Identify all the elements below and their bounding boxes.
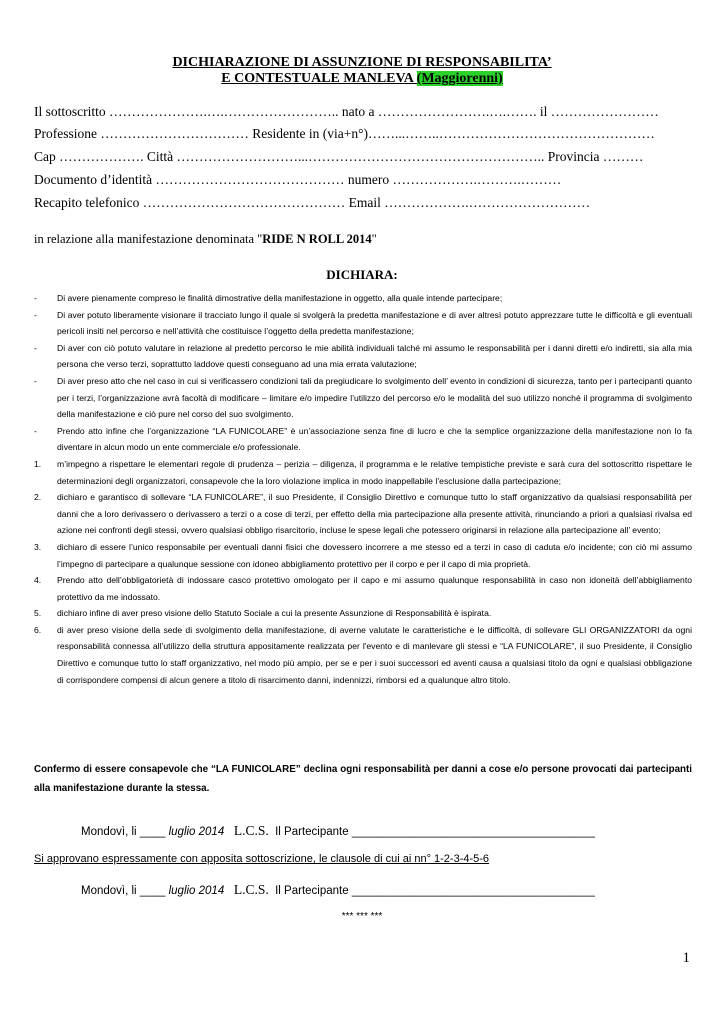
event-name: RIDE N ROLL 2014 <box>262 232 372 246</box>
field-line-document: Documento d’identità …………………………………… numero ……………….……….……… <box>34 172 562 187</box>
list-marker: 1. <box>34 458 42 469</box>
title-line-2 <box>0 71 724 87</box>
list-item <box>34 622 692 688</box>
field-line-address: Cap ………………. Città ………………………...…………………………………………….. Provincia ……… <box>34 149 644 164</box>
field-line-contact: Recapito telefonico ……………………………………… Email ……………….……………………… <box>34 195 591 210</box>
declaration-list <box>34 290 692 688</box>
title-highlight: (Maggiorenni) <box>416 71 503 86</box>
field-line-profession: Professione …………………………… Residente in (via+n°)……...……..………………………………………… <box>34 126 655 141</box>
signature-participant: Il Partecipante ______________________________________ <box>275 885 595 897</box>
signature-line-1 <box>81 823 595 839</box>
signature-participant: Il Partecipante ______________________________________ <box>275 826 595 838</box>
dichiara-heading: DICHIARA: <box>326 267 398 282</box>
title-line-2-main: E CONTESTUALE MANLEVA <box>221 71 417 86</box>
list-item <box>34 307 692 340</box>
list-marker: - <box>34 375 37 386</box>
end-stars: *** *** *** <box>341 911 383 922</box>
list-marker: 4. <box>34 575 42 586</box>
list-item <box>34 423 692 456</box>
list-marker: 3. <box>34 541 42 552</box>
event-line <box>34 232 377 247</box>
list-item-text: di aver preso visione della sede di svolgimento della manifestazione, di averne valutate le caratteristiche e le difficoltà, di sollevare GLI ORGANIZZATORI da ogni responsabilità connessa all’utilizzo della struttura appositamente realizzata per l'evento e di manlevare gli stessi e “LA FUNICOLARE”, il suo Presidente, il Consiglio Direttivo e comunque tutto lo staff organizzativo, nel modo più ampio, per se e per i suoi successori ed aventi causa a qualsiasi titolo da ogni e qualsiasi obbligazione di corrispondere compensi di alcun genere a titolo di risarcimento danni, indennizzi, rimborsi ed a qualunque altro titolo. <box>57 624 692 685</box>
list-item-text: dichiaro infine di aver preso visione dello Statuto Sociale a cui la presente Assunzione di Responsabilità è ispirata. <box>57 608 492 619</box>
list-item <box>34 340 692 373</box>
list-item-text: Di avere pienamente compreso le finalità dimostrative della manifestazione in oggetto, alla quale intende partecipare; <box>57 293 503 303</box>
list-item-text: m’impegno a rispettare le elementari regole di prudenza – perizia – diligenza, il programma e le relative tempistiche previste e sarà cura del sottoscritto rispettare le determinazioni degli organizzatori, consapevole che la loro violazione implica in modo inappellabile l’esclusione dalla partecipazione; <box>57 458 692 486</box>
list-item-text: Di aver con ciò potuto valutare in relazione al predetto percorso le mie abilità individuali talché mi assumo le responsabilità per i danni diretti e/o indiretti, sia alla mia persona che verso terzi, soprattutto laddove questi conseguano ad una mia errata valutazione; <box>57 342 692 370</box>
list-marker: 5. <box>34 608 42 619</box>
signature-place: Mondovì, li ____ <box>81 885 169 897</box>
list-item <box>34 290 692 307</box>
list-item <box>34 373 692 423</box>
list-item-text: dichiaro di essere l’unico responsabile per eventuali danni fisici che dovessero incorrere a me stesso ed a terzi in caso di caduta e/o incidente; con ciò mi assumo l’impegno di partecipare a qualunque sessione con idoneo abbigliamento protettivo per il corpo e per il capo di mia proprietà. <box>57 541 692 569</box>
list-marker: - <box>34 425 37 436</box>
list-item-text: dichiaro e garantisco di sollevare “LA FUNICOLARE”, il suo Presidente, il Consiglio Direttivo e comunque tutto lo staff organizzativo da qualsiasi responsabilità per danni che a loro derivassero o derivassero a terzi o a cose di terzi, per effetto della mia partecipazione alla presente attività, rinunciando a priori a qualsiasi rivalsa ed azione nei confronti degli stessi, ovvero qualsiasi obbligo risarcitorio, incluse le spese legali che potessero originarsi in relazione alla partecipazione all’ evento; <box>57 492 692 536</box>
list-marker: 2. <box>34 492 42 503</box>
list-item <box>34 572 692 605</box>
event-prefix: in relazione alla manifestazione denominata " <box>34 232 263 246</box>
signature-line-2 <box>81 882 595 898</box>
list-marker: - <box>34 293 37 303</box>
confirmation-statement: Confermo di essere consapevole che “LA FUNICOLARE” declina ogni responsabilità per danni a cose e/o persone provocati dai partecipanti alla manifestazione durante la stessa. <box>34 764 692 794</box>
list-marker: 6. <box>34 624 42 635</box>
list-item-text: Prendo atto dell’obbligatorietà di indossare casco protettivo omologato per il capo e mi assumo qualunque responsabilità in caso non idoneità dell’abbigliamento protettivo da me indossato. <box>57 575 692 602</box>
page-number: 1 <box>682 950 690 966</box>
event-suffix: " <box>371 232 377 246</box>
document-title <box>0 55 724 87</box>
signature-date: luglio 2014 <box>168 826 225 838</box>
list-marker: - <box>34 342 37 353</box>
list-item <box>34 489 692 539</box>
list-item-text: Di aver preso atto che nel caso in cui si verificassero condizioni tali da pregiudicare lo svolgimento dell’ evento in condizioni di sicurezza, tanto per i partecipanti quanto per i terzi, l’organizzazione avrà facoltà di modificare – limitare e/o impedire l’utilizzo del percorso e/o le modalità del suo utilizzo nonché il programma di svolgimento della manifestazione e ciò pure nel corso del suo svolgimento. <box>57 375 692 420</box>
list-item <box>34 605 692 622</box>
signature-lcs: L.C.S. <box>233 882 269 897</box>
list-item-text: Di aver potuto liberamente visionare il tracciato lungo il quale si svolgerà la predetta manifestazione e di aver altresì potuto apprezzare tutte le difficoltà e gli eventuali pericoli insiti nel percorso e nell’attività che costituisce l’oggetto della predetta manifestazione; <box>57 309 692 337</box>
list-item <box>34 539 692 572</box>
list-item-text: Prendo atto infine che l’organizzazione “LA FUNICOLARE” è un’associazione senza fine di lucro e che la semplice organizzazione della manifestazione non lo fa diventare in alcun modo un ente commerciale e/o professionale. <box>57 425 692 453</box>
signature-date: luglio 2014 <box>168 885 225 897</box>
list-item <box>34 456 692 489</box>
clause-approval: Si approvano espressamente con apposita sottoscrizione, le clausole di cui ai nn° 1-2-3-4-5-6 <box>34 853 490 865</box>
field-line-name: Il sottoscritto ………………….….…………………….. nato a …………………….….……. il …………………… <box>34 104 659 119</box>
signature-lcs: L.C.S. <box>233 823 269 838</box>
title-line-1: DICHIARAZIONE DI ASSUNZIONE DI RESPONSABILITA’ <box>172 55 552 70</box>
list-marker: - <box>34 309 37 320</box>
signature-place: Mondovì, li ____ <box>81 826 169 838</box>
